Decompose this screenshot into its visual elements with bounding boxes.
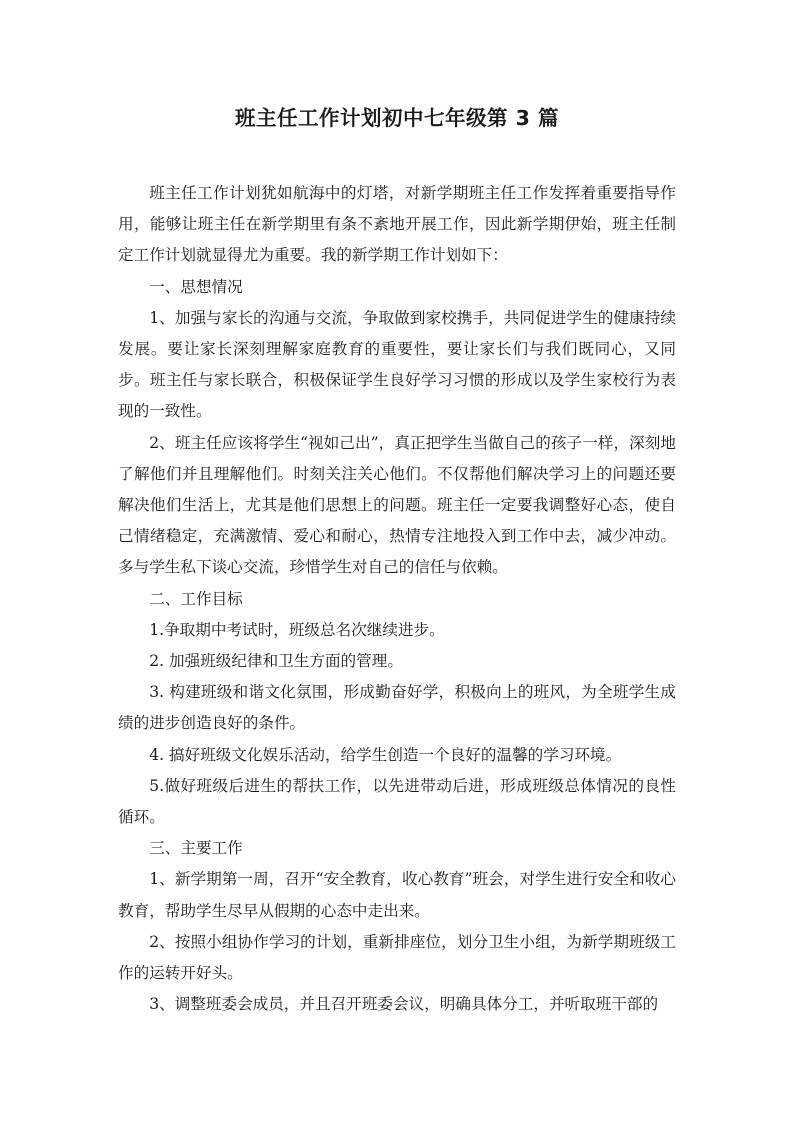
paragraph-thinking-2: 2、班主任应该将学生“视如己出”，真正把学生当做自己的孩子一样，深刻地了解他们并且理解他们。时刻关注关心他们。不仅帮他们解决学习上的问题还要解决他们生活上，尤其是他们思想上的问题。班主任一定要我调整好心态，使自己情绪稳定，充满激情、爱心和耐心，热情专注地投入到工作中去，减少冲动。多与学生私下谈心交流，珍惜学生对自己的信任与依赖。 — [118, 433, 676, 577]
section-heading-thinking: 一、思想情况 — [149, 277, 243, 296]
paragraph-goal-4: 4. 搞好班级文化娱乐活动，给学生创造一个良好的温馨的学习环境。 — [149, 745, 622, 764]
paragraph-thinking-1: 1、加强与家长的沟通与交流，争取做到家校携手，共同促进学生的健康持续发展。要让家长深刻理解家庭教育的重要性，要让家长们与我们既同心，又同步。班主任与家长联合，积极保证学生良好学习习惯的形成以及学生家校行为表现的一致性。 — [118, 308, 676, 421]
document-body — [118, 178, 676, 1020]
section-heading-goals: 二、工作目标 — [149, 589, 243, 608]
paragraph-goal-3: 3. 构建班级和谐文化氛围，形成勤奋好学，积极向上的班风，为全班学生成绩的进步创造良好的条件。 — [118, 683, 676, 733]
paragraph-work-2: 2、按照小组协作学习的计划，重新排座位，划分卫生小组，为新学期班级工作的运转开好头。 — [118, 932, 676, 983]
section-heading-main-work: 三、主要工作 — [149, 839, 243, 858]
paragraph-goal-5: 5.做好班级后进生的帮扶工作，以先进带动后进，形成班级总体情况的良性循环。 — [118, 776, 676, 827]
intro-paragraph: 班主任工作计划犹如航海中的灯塔，对新学期班主任工作发挥着重要指导作用，能够让班主任在新学期里有条不紊地开展工作，因此新学期伊始，班主任制定工作计划就显得尤为重要。我的新学期工作计划如下： — [118, 184, 676, 265]
paragraph-goal-2: 2. 加强班级纪律和卫生方面的管理。 — [149, 652, 403, 671]
paragraph-work-3: 3、调整班委会成员，并且召开班委会议，明确具体分工，并听取班干部的 — [149, 995, 659, 1014]
paragraph-goal-1: 1.争取期中考试时，班级总名次继续进步。 — [149, 620, 445, 639]
document-title: 班主任工作计划初中七年级第 3 篇 — [234, 106, 560, 130]
paragraph-work-1: 1、新学期第一周，召开“安全教育，收心教育”班会，对学生进行安全和收心教育，帮助学生尽早从假期的心态中走出来。 — [118, 870, 676, 920]
